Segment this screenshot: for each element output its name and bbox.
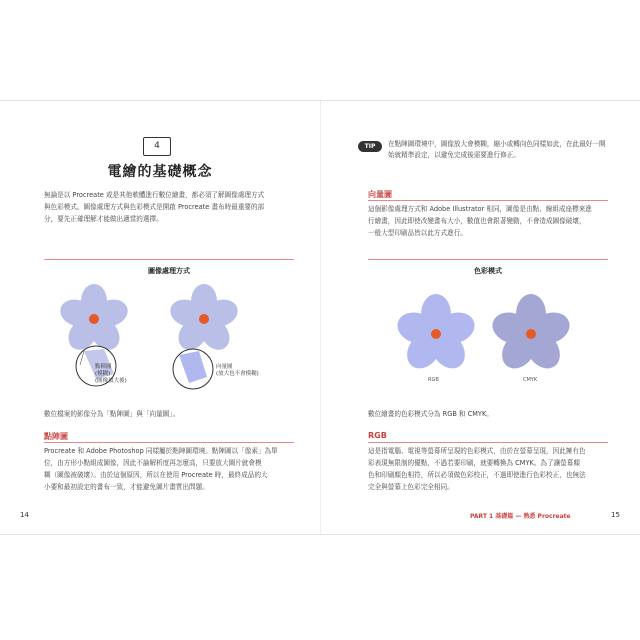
page-title: 電繪的基礎概念 — [107, 164, 213, 180]
bitmap-paragraph: Procreate 和 Adobe Photoshop 同樣屬於點陣圖環境。點陣圖以「像素」為單 位，由方形小點組成圖像，因此不論解析度再怎麼高，只要放大圖片就會模 糊（圖像被破壞）。由於這個原因，所以在使用 Procreate 時，最終成品的大 小要和最初設定的畫布一致，才能避免圖片畫質出問題。 — [44, 447, 278, 491]
rgb-paragraph: 這是指電腦、電視等螢幕所呈現的色彩模式，由於在螢幕呈現，因此擁有色 彩表現無限制的優點，不過若要印刷，就要轉換為 CMYK。為了讓螢幕顏 色和印刷顏色相符，所以必須做色彩校正，不過即使進行色彩校正，也無法 完全與螢幕上色彩完全相同。 — [368, 447, 586, 491]
flower-illustrations-right — [368, 279, 608, 397]
right-summary: 數位繪畫的色彩模式分為 RGB 和 CMYK。 — [368, 410, 493, 418]
section-title-color-mode: 色彩模式 — [474, 267, 502, 275]
left-page-number: 14 — [20, 511, 29, 519]
bitmap-heading: 點陣圖 — [44, 432, 68, 441]
vector-paragraph: 這個影像處理方式和 Adobe Illustrator 相同，圖像是由點、線組成座標來進 行繪畫，因此即使改變畫布大小，數值也會跟著變動，不會造成圖像破壞， 一般大型印刷品皆以此方式進行。 — [368, 205, 592, 237]
intro-paragraph — [44, 189, 294, 225]
section-divider — [44, 259, 294, 260]
flower-illustrations-left — [44, 279, 294, 397]
tip-badge: TIP — [358, 141, 382, 152]
chapter-number-box: 4 — [143, 137, 171, 156]
heading-underline — [368, 442, 608, 443]
book-spread — [0, 100, 640, 535]
left-summary: 數位檔案的影像分為「點陣圖」與「向量圖」。 — [44, 410, 180, 418]
right-page-number: 15 — [611, 511, 620, 519]
vector-hand-label: 向量圖 (放大也不會模糊) — [216, 364, 259, 377]
intro-line: 與色彩模式。圖像處理方式與色彩模式是開啟 Procreate 畫布時最重要的部 — [44, 203, 265, 211]
intro-line: 無論是以 Procreate 或是其他軟體進行數位繪畫，都必須了解圖像處理方式 — [44, 191, 265, 199]
heading-underline — [44, 442, 294, 443]
section-divider — [368, 259, 608, 260]
cmyk-label: CMYK — [523, 377, 538, 383]
rgb-label: RGB — [428, 377, 439, 383]
heading-underline — [368, 200, 608, 201]
tip-paragraph: 在點陣圖環境中，圖像放大會模糊，縮小或轉向色同樣如此，在此最好一開 始就精準設定，以避免完成後需要進行修正。 — [388, 140, 606, 159]
rgb-heading: RGB — [368, 431, 387, 440]
intro-line: 分，要先正確理解才能做出適當的選擇。 — [44, 215, 163, 223]
section-title-image-processing: 圖像處理方式 — [148, 267, 190, 275]
page-gutter — [320, 101, 321, 534]
vector-heading: 向量圖 — [368, 190, 392, 199]
footer-part-label: PART 1 基礎篇 — 熟悉 Procreate — [470, 513, 571, 520]
rgb-flower-icon — [393, 294, 478, 375]
bitmap-hand-label: 點陣圖 (模糊) (圖像放大後) — [95, 364, 127, 384]
cmyk-flower-icon — [488, 294, 573, 375]
